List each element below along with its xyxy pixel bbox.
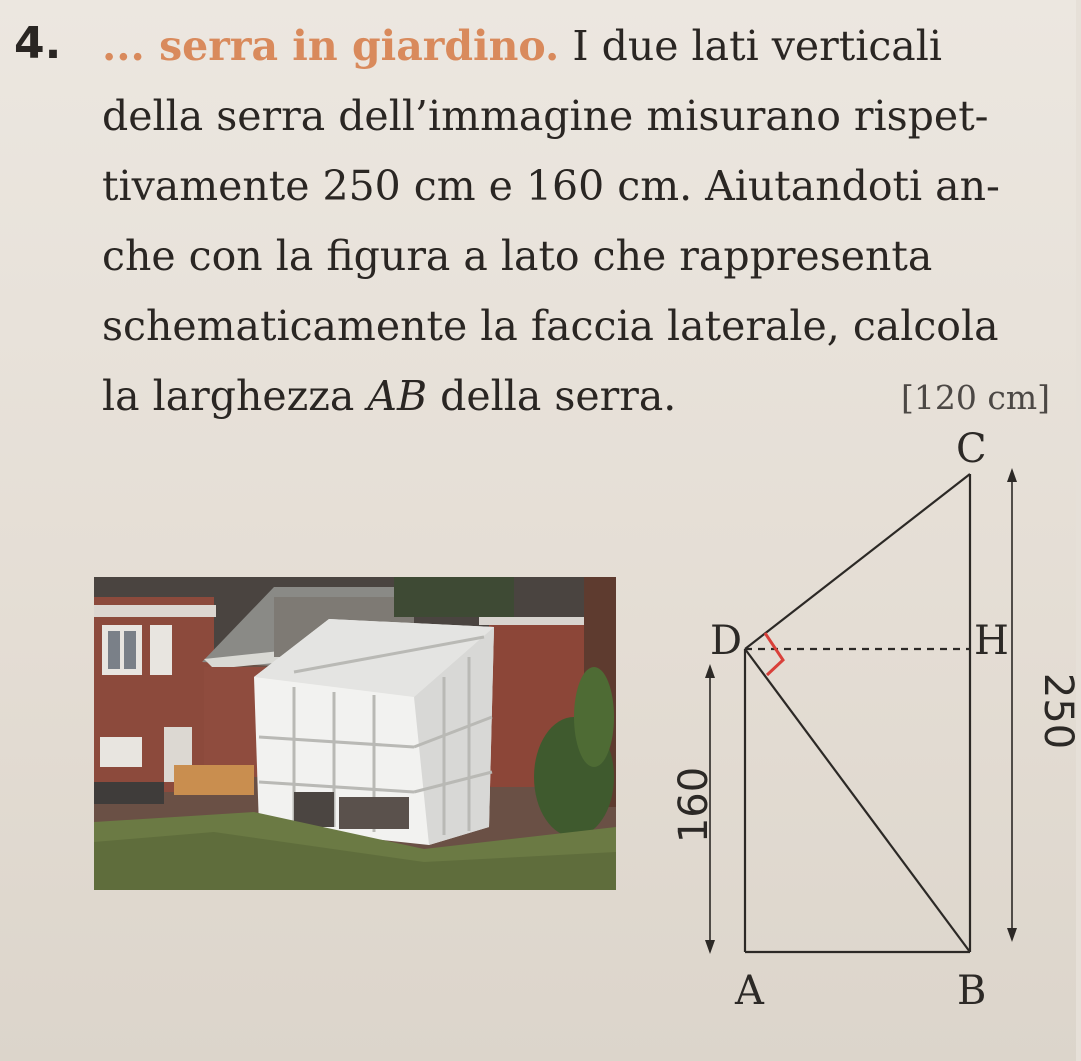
problem-text-line: tivamente 250 cm e 160 cm. Aiutandoti an- — [102, 162, 1000, 210]
problem-text-line: schematicamente la faccia laterale, calcola — [102, 302, 999, 350]
segment-DC — [745, 474, 970, 649]
problem-text-line: che con la figura a lato che rappresenta — [102, 232, 933, 280]
greenhouse-diagram — [640, 420, 1081, 1040]
problem-text-line: della serra dell’immagine misurano rispet- — [102, 92, 989, 140]
problem-number: 4. — [14, 18, 62, 69]
answer-badge: [120 cm] — [901, 378, 1050, 417]
dimension-label-left: 160 — [671, 766, 718, 844]
greenhouse-photo — [94, 577, 616, 890]
problem-text-line: I due lati verticali — [572, 22, 942, 70]
diagram-figure — [640, 420, 1070, 1040]
point-label-A: A — [735, 968, 764, 1014]
segment-DB — [745, 649, 970, 952]
problem-text-last-line — [102, 368, 676, 424]
point-label-H: H — [974, 618, 1009, 664]
point-label-C: C — [956, 426, 987, 472]
dimension-label-right: 250 — [1035, 672, 1081, 750]
point-label-D: D — [710, 618, 743, 664]
problem-title: ... serra in giardino. — [102, 22, 560, 70]
greenhouse-photo-illustration — [94, 577, 616, 890]
last-line-suffix: della serra. — [427, 372, 677, 420]
last-line-prefix: la larghezza — [102, 372, 368, 420]
problem-line-1 — [102, 18, 942, 74]
right-angle-mark — [765, 633, 783, 675]
point-label-B: B — [957, 968, 987, 1014]
segment-label: AB — [367, 372, 428, 420]
